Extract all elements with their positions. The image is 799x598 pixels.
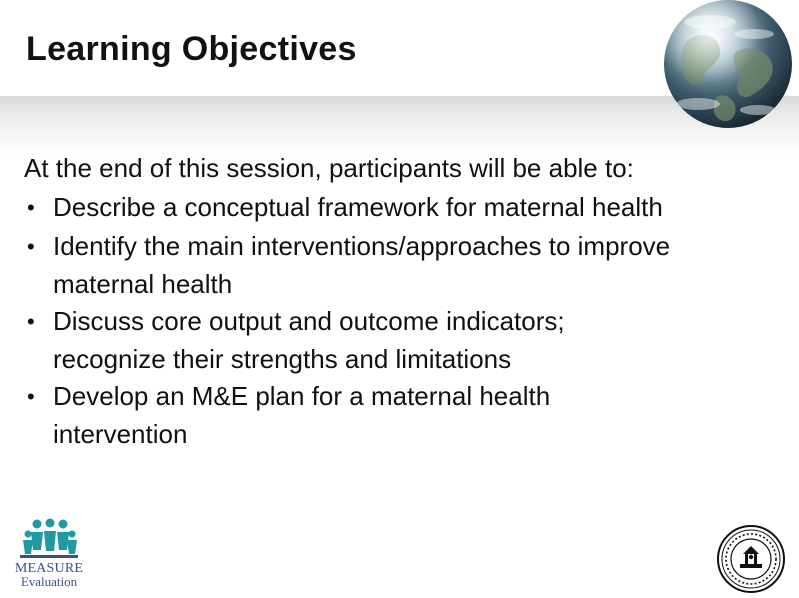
bullet-glyph: • xyxy=(27,309,35,334)
university-seal-icon xyxy=(716,524,786,594)
slide-title: Learning Objectives xyxy=(26,30,357,68)
list-item-text: Identify the main interventions/approaches to improve xyxy=(53,231,671,261)
globe-icon xyxy=(658,0,798,140)
slide-body xyxy=(24,149,784,452)
bullet-glyph: • xyxy=(27,234,35,259)
objectives-list xyxy=(24,188,784,452)
list-item-text: Develop an M&E plan for a maternal health xyxy=(53,381,551,411)
list-item xyxy=(24,302,784,377)
list-item-text-continued: maternal health xyxy=(53,269,233,299)
list-item-text: Describe a conceptual framework for maternal health xyxy=(53,192,663,222)
list-item xyxy=(24,377,784,452)
bullet-glyph: • xyxy=(27,195,35,220)
people-figures-icon xyxy=(12,518,86,562)
list-item-text: Discuss core output and outcome indicators; xyxy=(53,306,565,336)
list-item-text-continued: intervention xyxy=(53,419,188,449)
measure-logo-text: MEASURE xyxy=(14,561,84,576)
list-item xyxy=(24,188,784,227)
list-item xyxy=(24,227,784,302)
measure-evaluation-logo xyxy=(12,518,86,590)
intro-text: At the end of this session, participants will be able to: xyxy=(24,153,634,183)
list-item-text-continued: recognize their strengths and limitations xyxy=(53,344,512,374)
evaluation-logo-text: Evaluation xyxy=(20,574,78,589)
bullet-glyph: • xyxy=(27,384,35,409)
